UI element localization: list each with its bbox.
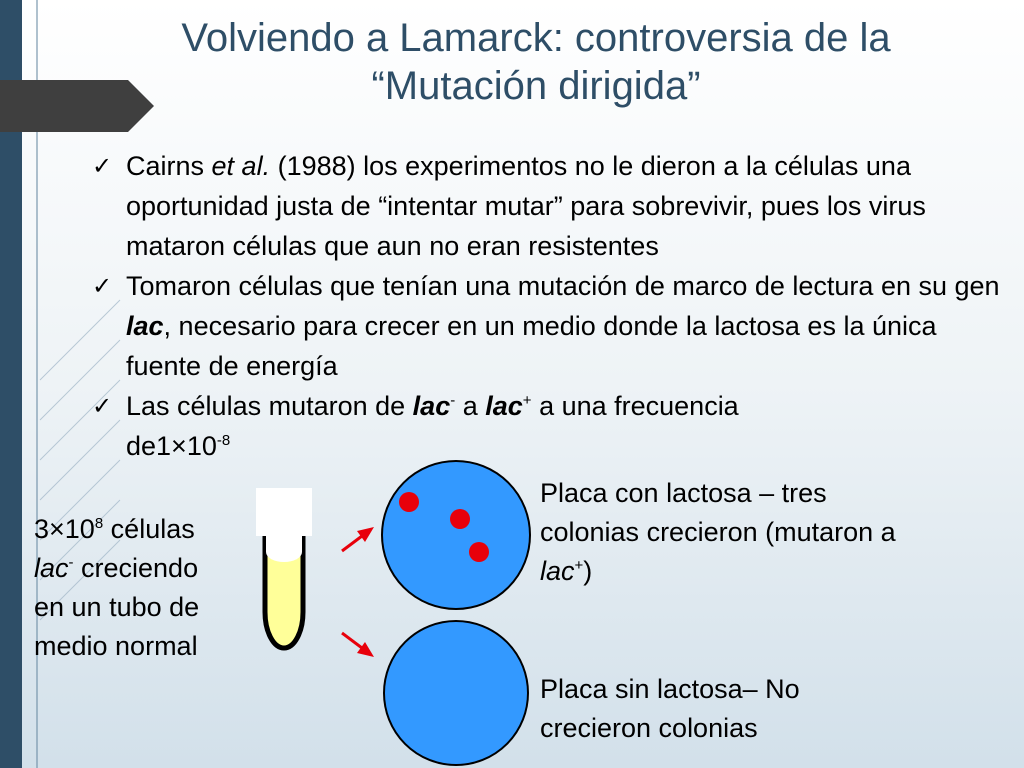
checkmark-icon: ✓ <box>92 272 113 300</box>
lactose-plate-label: Placa con lactosa – tres colonias crecieron (mutaron a lac+) <box>540 478 896 586</box>
arrow-to-lactose-plate <box>342 527 374 551</box>
bullet-item: ✓ Cairns et al. (1988) los experimentos no le dieron a la células una oportunidad justa de “intentar mutar” para sobrevivir, pues los virus mataron células que aun no eran resistentes <box>92 146 1002 266</box>
arrow-to-plain-plate <box>342 633 374 657</box>
test-tube <box>256 488 312 648</box>
plate-without-lactose <box>384 621 528 765</box>
bullet-item: ✓ Las células mutaron de lac- a lac+ a una frecuencia $de1\times 10^{-8}$ <box>92 386 1002 466</box>
tube-label: $3\times 10^8$ células lac- creciendo en un tubo de medio normal <box>34 514 200 661</box>
colony-dot <box>450 509 470 529</box>
no-lactose-plate-label: Placa sin lactosa– No crecieron colonias <box>540 674 800 743</box>
checkmark-icon: ✓ <box>92 392 113 420</box>
colony-dot <box>399 492 419 512</box>
slide-title-line1: Volviendo a Lamarck: controversia de la <box>181 16 891 60</box>
bullet-item: ✓ Tomaron células que tenían una mutación de marco de lectura en su gen lac, necesario para crecer en un medio donde la lactosa es la única fuente de energía <box>92 266 1002 386</box>
plate-with-lactose <box>382 461 530 609</box>
checkmark-icon: ✓ <box>92 152 113 180</box>
colony-dot <box>469 542 489 562</box>
slide-title-line2: “Mutación dirigida” <box>371 64 701 108</box>
